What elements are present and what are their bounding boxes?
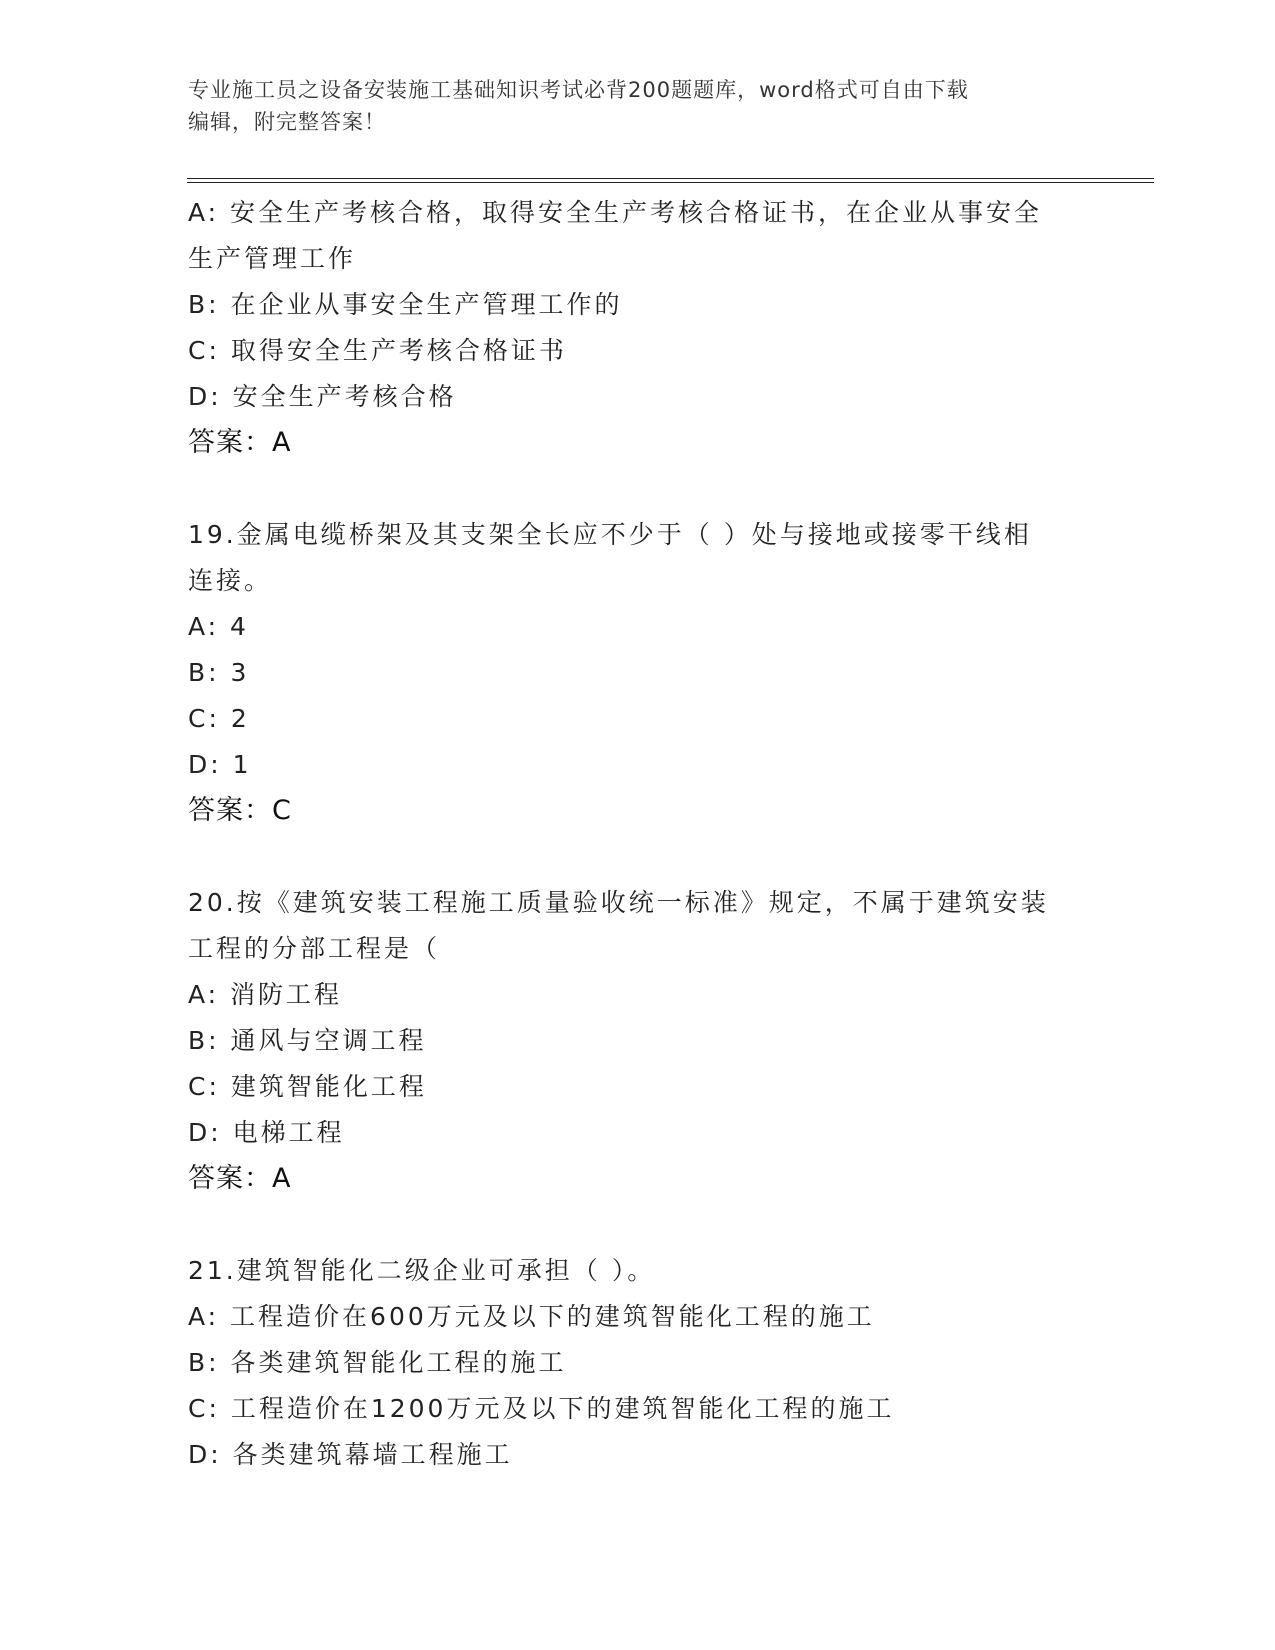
question-19 (188, 512, 1088, 834)
question-stem-line-2: 连接。 (188, 566, 273, 595)
option-a-line-2: 生产管理工作 (188, 244, 357, 273)
option-c: C: 取得安全生产考核合格证书 (188, 336, 567, 365)
option-b: B: 通风与空调工程 (188, 1026, 427, 1055)
question-20 (188, 880, 1088, 1202)
option-c: C: 2 (188, 704, 250, 733)
option-d: D: 各类建筑幕墙工程施工 (188, 1440, 513, 1469)
document-body (188, 190, 1088, 1478)
option-d: D: 电梯工程 (188, 1118, 345, 1147)
header-line-2: 编辑，附完整答案！ (188, 110, 386, 134)
answer: 答案：A (188, 1163, 292, 1194)
option-d: D: 安全生产考核合格 (188, 382, 457, 411)
spacer (188, 834, 1088, 880)
question-stem-line-1: 19.金属电缆桥架及其支架全长应不少于（ ）处与接地或接零干线相 (188, 520, 1032, 549)
header-line-1: 专业施工员之设备安装施工基础知识考试必背200题题库，word格式可自由下载 (188, 78, 969, 102)
option-d: D: 1 (188, 750, 252, 779)
option-b: B: 在企业从事安全生产管理工作的 (188, 290, 623, 319)
answer: 答案：C (188, 795, 292, 826)
spacer (188, 466, 1088, 512)
option-c: C: 建筑智能化工程 (188, 1072, 427, 1101)
option-a-line-1: A: 安全生产考核合格，取得安全生产考核合格证书，在企业从事安全 (188, 198, 1043, 227)
option-a: A: 消防工程 (188, 980, 343, 1009)
question-18-options (188, 190, 1088, 466)
document-header (188, 74, 1088, 138)
spacer (188, 1202, 1088, 1248)
header-double-rule (187, 178, 1154, 183)
option-b: B: 3 (188, 658, 250, 687)
option-c: C: 工程造价在1200万元及以下的建筑智能化工程的施工 (188, 1394, 895, 1423)
option-b: B: 各类建筑智能化工程的施工 (188, 1348, 567, 1377)
question-stem-line-1: 20.按《建筑安装工程施工质量验收统一标准》规定，不属于建筑安装 (188, 888, 1049, 917)
option-a: A: 工程造价在600万元及以下的建筑智能化工程的施工 (188, 1302, 875, 1331)
option-a: A: 4 (188, 612, 249, 641)
answer: 答案：A (188, 427, 292, 458)
question-21 (188, 1248, 1088, 1478)
question-stem: 21.建筑智能化二级企业可承担（ ）。 (188, 1256, 656, 1285)
question-stem-line-2: 工程的分部工程是（ (188, 934, 441, 963)
